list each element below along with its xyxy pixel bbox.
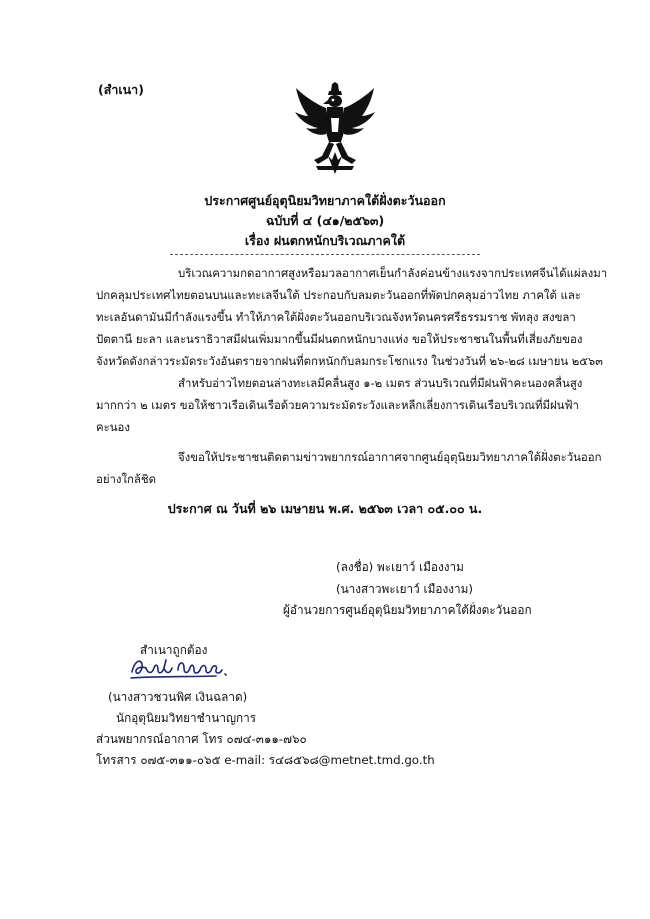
- signed-line: (ลงชื่อ) พะเยาว์ เมืองงาม: [336, 560, 464, 574]
- paragraph-line: สำหรับอ่าวไทยตอนล่างทะเลมีคลื่นสูง ๑-๒ เมตร ส่วนบริเวณที่มีฝนฟ้าคะนองคลื่นสูง: [178, 376, 583, 390]
- signatory-position: ผู้อำนวยการศูนย์อุตุนิยมวิทยาภาคใต้ฝั่งตะวันออก: [283, 603, 532, 617]
- document-title: ประกาศศูนย์อุตุนิยมวิทยาภาคใต้ฝั่งตะวันออก: [204, 193, 446, 208]
- fax-email: โทรสาร ๐๗๕-๓๑๑-๐๖๕ e-mail: ร๔๘๕๖๘@metnet.tmd.go.th: [96, 753, 435, 767]
- subject-line: เรื่อง ฝนตกหนักบริเวณภาคใต้: [244, 233, 406, 248]
- certified-copy-label: สำเนาถูกต้อง: [140, 643, 208, 657]
- paragraph-line: คะนอง: [96, 420, 130, 434]
- handwritten-signature: [128, 654, 238, 682]
- unit-phone: ส่วนพยากรณ์อากาศ โทร ๐๗๔-๓๑๑-๗๖๐: [96, 732, 307, 746]
- issued-date: ประกาศ ณ วันที่ ๒๖ เมษายน พ.ศ. ๒๕๖๓ เวลา ๐๕.๐๐ น.: [167, 501, 483, 516]
- divider: [170, 254, 480, 255]
- paragraph-line: ปัตตานี ยะลา และนราธิวาสมีฝนเพิ่มมากขึ้นมีฝนตกหนักบางแห่ง ขอให้ประชาชนในพื้นที่เสี่ยงภัยของ: [96, 332, 583, 346]
- paragraph-line: จังหวัดดังกล่าวระมัดระวังอันตรายจากฝนที่ตกหนักกับลมกระโชกแรง ในช่วงวันที่ ๒๖-๒๘ เมษายน ๒๕๖๓: [96, 354, 603, 368]
- signatory-name: (นางสาวพะเยาว์ เมืองงาม): [336, 582, 473, 596]
- paragraph-line: ทะเลอันดามันมีกำลังแรงขึ้น ทำให้ภาคใต้ฝั่งตะวันออกบริเวณจังหวัดนครศรีธรรมราช พัทลุง สงขลา: [96, 310, 576, 324]
- paragraph-line: อย่างใกล้ชิด: [96, 472, 157, 486]
- paragraph-line: ปกคลุมประเทศไทยตอนบนและทะเลจีนใต้ ประกอบกับลมตะวันออกที่พัดปกคลุมอ่าวไทย ภาคใต้ และ: [96, 288, 581, 302]
- certifier-position: นักอุตุนิยมวิทยาชำนาญการ: [116, 711, 257, 725]
- garuda-emblem-icon: [292, 82, 378, 174]
- issue-number: ฉบับที่ ๔ (๔๑/๒๕๖๓): [265, 213, 385, 228]
- paragraph-line: มากกว่า ๒ เมตร ขอให้ชาวเรือเดินเรือด้วยความระมัดระวังและหลีกเลี่ยงการเดินเรือบริเวณที่มีฝนฟ้า: [96, 398, 579, 412]
- copy-mark: (สำเนา): [98, 82, 144, 97]
- paragraph-line: บริเวณความกดอากาศสูงหรือมวลอากาศเย็นกำลังค่อนข้างแรงจากประเทศจีนได้แผ่ลงมา: [178, 266, 608, 280]
- paragraph-line: จึงขอให้ประชาชนติดตามข่าวพยากรณ์อากาศจากศูนย์อุตุนิยมวิทยาภาคใต้ฝั่งตะวันออก: [178, 450, 602, 464]
- certifier-name: (นางสาวชวนพิศ เงินฉลาด): [108, 690, 248, 704]
